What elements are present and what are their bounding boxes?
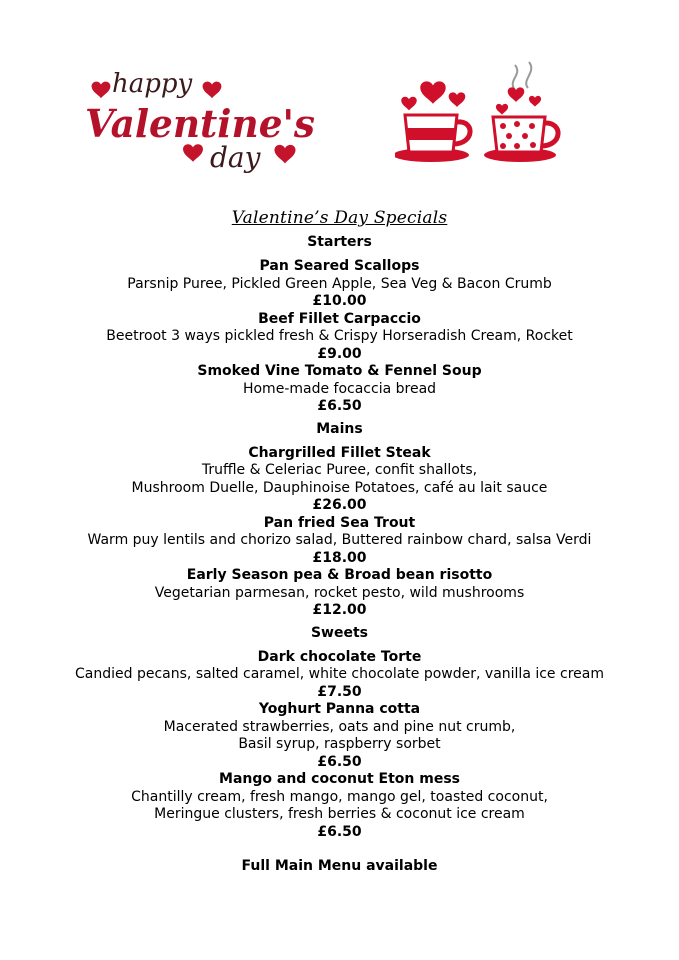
specials-menu — [0, 207, 679, 875]
heart-icon — [508, 87, 525, 102]
dish-description: Meringue clusters, fresh berries & coconut ice cream — [154, 806, 525, 822]
menu-item — [0, 567, 679, 620]
section-heading: Mains — [316, 420, 363, 437]
dish-description: Parsnip Puree, Pickled Green Apple, Sea Veg & Bacon Crumb — [127, 275, 552, 292]
menu-item — [0, 771, 679, 841]
dish-description: Mushroom Duelle, Dauphinoise Potatoes, café au lait sauce — [131, 479, 548, 496]
section-heading: Sweets — [310, 624, 369, 641]
striped-cup-icon — [395, 115, 470, 162]
dish-name: Mango and coconut Eton mess — [219, 771, 460, 787]
heart-icon — [274, 145, 295, 164]
heart-icon — [183, 144, 203, 162]
dish-price: £12.00 — [312, 602, 367, 618]
dish-description: Chantilly cream, fresh mango, mango gel, toasted coconut, — [131, 788, 548, 805]
menu-item — [0, 363, 679, 416]
heart-icon — [401, 97, 417, 111]
logo-day-text: day — [210, 141, 261, 174]
dish-price: £6.50 — [317, 398, 362, 414]
dish-description: Macerated strawberries, oats and pine nut crumb, — [163, 718, 516, 735]
dish-description: Basil syrup, raspberry sorbet — [238, 736, 441, 752]
dish-name: Pan Seared Scallops — [259, 258, 420, 274]
heart-icon — [92, 82, 111, 99]
logo-valentines-text: Valentine's — [85, 101, 315, 146]
dish-description: Beetroot 3 ways pickled fresh & Crispy Horseradish Cream, Rocket — [106, 328, 573, 344]
heart-icon — [529, 96, 541, 107]
dish-description: Truffle & Celeriac Puree, confit shallots, — [201, 462, 478, 478]
menu-item — [0, 445, 679, 515]
polka-dot-cup-icon — [484, 117, 558, 162]
heart-icon — [449, 92, 466, 107]
dish-price: £18.00 — [312, 549, 367, 566]
menu-item — [0, 701, 679, 771]
menu-item — [0, 258, 679, 311]
dish-price: £6.50 — [317, 823, 362, 840]
dish-name: Pan fried Sea Trout — [263, 514, 416, 531]
dish-name: Dark chocolate Torte — [257, 648, 422, 665]
footer-note: Full Main Menu available — [241, 858, 438, 874]
logo-happy-text: happy — [112, 69, 193, 99]
dish-description: Warm puy lentils and chorizo salad, Buttered rainbow chard, salsa Verdi — [87, 532, 592, 548]
heart-icon — [496, 104, 508, 115]
dish-description: Vegetarian parmesan, rocket pesto, wild mushrooms — [154, 584, 525, 601]
menu-item — [0, 311, 679, 364]
heart-icon — [203, 82, 222, 99]
coffee-cups-illustration — [395, 60, 570, 170]
dish-name: Smoked Vine Tomato & Fennel Soup — [197, 363, 482, 379]
dish-price: £10.00 — [312, 293, 367, 309]
dish-name: Chargrilled Fillet Steak — [248, 444, 431, 461]
dish-name: Early Season pea & Broad bean risotto — [186, 567, 493, 583]
section-heading: Starters — [307, 234, 372, 250]
menu-title: Valentine’s Day Specials — [231, 208, 448, 228]
menu-item — [0, 515, 679, 568]
dish-price: £7.50 — [317, 683, 362, 700]
heart-icon — [420, 81, 445, 103]
dish-price: £6.50 — [317, 753, 362, 770]
valentines-logo — [85, 62, 320, 182]
dish-description: Home-made focaccia bread — [242, 380, 437, 397]
dish-name: Yoghurt Panna cotta — [258, 701, 421, 717]
menu-sections — [0, 234, 679, 841]
dish-price: £9.00 — [317, 345, 362, 362]
menu-item — [0, 649, 679, 702]
dish-description: Candied pecans, salted caramel, white chocolate powder, vanilla ice cream — [75, 666, 604, 682]
dish-price: £26.00 — [312, 497, 367, 513]
dish-name: Beef Fillet Carpaccio — [258, 310, 421, 327]
